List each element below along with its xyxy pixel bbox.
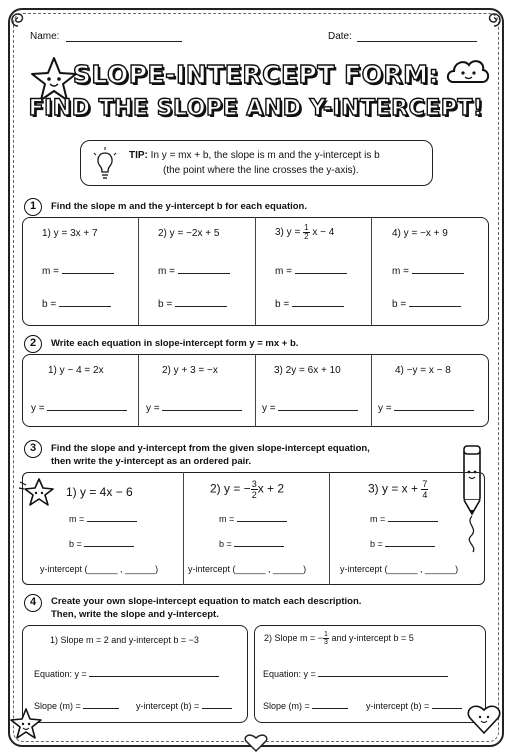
b-answer-field[interactable] — [59, 306, 111, 307]
equation-label: Equation: y = — [34, 669, 87, 679]
m-label: m = — [392, 266, 409, 277]
b-label: b = — [69, 539, 82, 549]
heart-icon — [243, 733, 269, 753]
s1-eq-1: 1) y = 3x + 7 — [42, 228, 98, 239]
s4-desc-1: 1) Slope m = 2 and y-intercept b = −3 — [50, 635, 199, 645]
divider — [138, 354, 139, 427]
slope-field[interactable] — [312, 708, 348, 709]
s3-eq-1: 1) y = 4x − 6 — [66, 485, 133, 499]
worksheet-subtitle: FIND THE SLOPE AND Y-INTERCEPT! — [28, 96, 484, 121]
divider — [371, 217, 372, 326]
divider — [329, 472, 330, 585]
name-field[interactable] — [66, 41, 182, 42]
s3-eq-3: 3) y = x + $\frac{7}{4}$ — [368, 479, 428, 500]
y-label: y = — [262, 403, 276, 414]
b-answer-field[interactable] — [234, 546, 284, 547]
date-field[interactable] — [357, 41, 477, 42]
section-2-instruction: Write each equation in slope-intercept form y = mx + b. — [51, 338, 299, 349]
y-intercept-pair-field[interactable]: y-intercept (______ , ______) — [340, 564, 459, 574]
b-label: b = — [42, 299, 57, 310]
y-intercept-label: y-intercept (b) = — [366, 701, 430, 711]
section-4-number: 4 — [24, 594, 42, 612]
slope-label: Slope (m) = — [34, 701, 81, 711]
y-label: y = — [378, 403, 392, 414]
divider — [138, 217, 139, 326]
worksheet-title: SLOPE-INTERCEPT FORM: — [72, 60, 440, 89]
slope-field[interactable] — [83, 708, 119, 709]
b-answer-field[interactable] — [175, 306, 227, 307]
corner-swirl-icon — [482, 6, 506, 30]
b-answer-field[interactable] — [385, 546, 435, 547]
section-1-instruction: Find the slope m and the y-intercept b for each equation. — [51, 201, 307, 212]
tip-text: In y = mx + b, the slope is m and the y-intercept is b — [150, 150, 380, 161]
divider — [255, 217, 256, 326]
divider — [371, 354, 372, 427]
tip-label: TIP: — [129, 150, 148, 161]
b-label: b = — [275, 299, 290, 310]
section-2-number: 2 — [24, 335, 42, 353]
date-label: Date: — [328, 31, 352, 42]
m-answer-field[interactable] — [412, 273, 464, 274]
y-intercept-pair-field[interactable]: y-intercept (______ , ______) — [40, 564, 159, 574]
equation-label: Equation: y = — [263, 669, 316, 679]
m-label: m = — [219, 514, 235, 524]
s1-eq-4: 4) y = −x + 9 — [392, 228, 448, 239]
m-answer-field[interactable] — [388, 521, 438, 522]
y-intercept-field[interactable] — [202, 708, 232, 709]
lightbulb-icon — [91, 147, 119, 181]
y-intercept-label: y-intercept (b) = — [136, 701, 200, 711]
m-answer-field[interactable] — [295, 273, 347, 274]
b-label: b = — [392, 299, 407, 310]
y-answer-field[interactable] — [162, 410, 242, 411]
m-answer-field[interactable] — [87, 521, 137, 522]
s4-desc-2: 2) Slope m = − $\frac{1}{3}$ and y-intercept b = 5 — [264, 631, 414, 646]
section-3-instruction-1: Find the slope and y-intercept from the given slope-intercept equation, — [51, 443, 370, 454]
s3-eq-2: 2) y = − $\frac{3}{2}$ x + 2 — [210, 479, 285, 500]
divider — [255, 354, 256, 427]
s2-eq-1: 1) y − 4 = 2x — [48, 365, 104, 376]
section-4-instruction-1: Create your own slope-intercept equation to match each description. — [51, 596, 362, 607]
s2-eq-3: 3) 2y = 6x + 10 — [274, 365, 341, 376]
m-answer-field[interactable] — [62, 273, 114, 274]
m-label: m = — [158, 266, 175, 277]
y-answer-field[interactable] — [394, 410, 474, 411]
b-answer-field[interactable] — [292, 306, 344, 307]
y-label: y = — [31, 403, 45, 414]
y-label: y = — [146, 403, 160, 414]
divider — [183, 472, 184, 585]
section-4-instruction-2: Then, write the slope and y-intercept. — [51, 609, 219, 620]
b-answer-field[interactable] — [84, 546, 134, 547]
b-label: b = — [370, 539, 383, 549]
y-intercept-pair-field[interactable]: y-intercept (______ , ______) — [188, 564, 307, 574]
b-label: b = — [158, 299, 173, 310]
y-intercept-field[interactable] — [432, 708, 462, 709]
slope-label: Slope (m) = — [263, 701, 310, 711]
b-label: b = — [219, 539, 232, 549]
section-3-number: 3 — [24, 440, 42, 458]
s2-eq-2: 2) y + 3 = −x — [162, 365, 218, 376]
m-answer-field[interactable] — [237, 521, 287, 522]
m-label: m = — [275, 266, 292, 277]
corner-swirl-icon — [6, 6, 30, 30]
m-label: m = — [42, 266, 59, 277]
y-answer-field[interactable] — [47, 410, 127, 411]
s1-eq-2: 2) y = −2x + 5 — [158, 228, 220, 239]
m-label: m = — [69, 514, 85, 524]
section-1-number: 1 — [24, 198, 42, 216]
equation-field[interactable] — [89, 676, 219, 677]
s2-eq-4: 4) −y = x − 8 — [395, 365, 451, 376]
y-answer-field[interactable] — [278, 410, 358, 411]
tip-text-2: (the point where the line crosses the y-axis). — [163, 165, 359, 176]
name-label: Name: — [30, 31, 60, 42]
section-3-instruction-2: then write the y-intercept as an ordered pair. — [51, 456, 252, 467]
heart-mascot-icon — [466, 702, 502, 736]
tip-box — [80, 140, 433, 186]
b-answer-field[interactable] — [409, 306, 461, 307]
m-answer-field[interactable] — [178, 273, 230, 274]
s1-eq-3: 3) y = $\frac{1}{2}$ x − 4 — [275, 223, 335, 241]
star-mascot-icon — [8, 706, 44, 742]
equation-field[interactable] — [318, 676, 448, 677]
m-label: m = — [370, 514, 386, 524]
